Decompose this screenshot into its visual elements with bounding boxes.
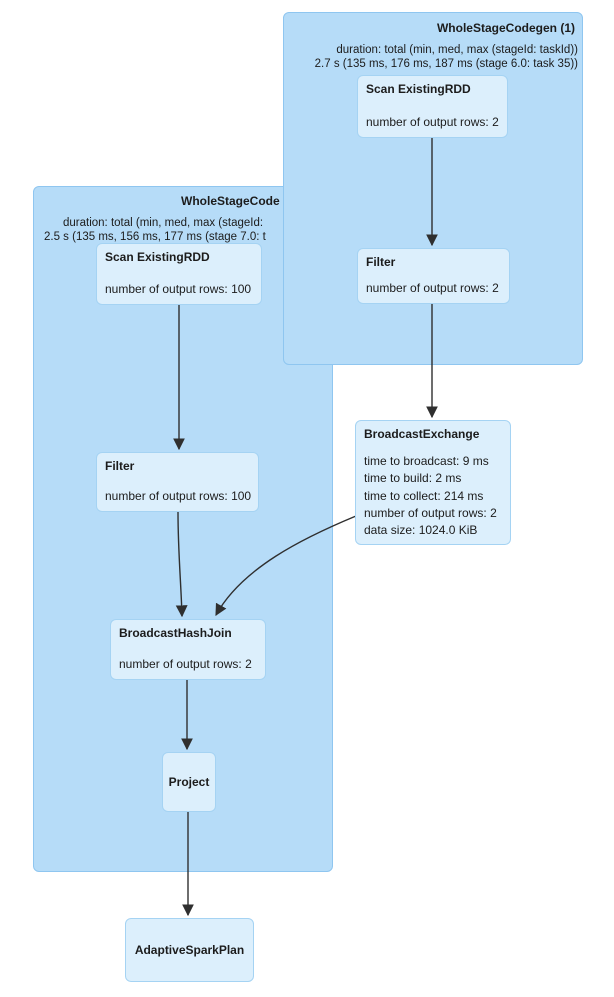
cluster-duration-value: 2.5 s (135 ms, 156 ms, 177 ms (stage 7.0: t [44,231,266,243]
node-title: Scan ExistingRDD [105,250,210,264]
node-filter-1[interactable] [357,248,510,304]
node-metric: number of output rows: 100 [105,489,252,503]
node-metric: data size: 1024.0 KiB [364,523,478,538]
node-metric: time to build: 2 ms [364,471,462,486]
node-metric: time to collect: 214 ms [364,488,484,503]
node-title: BroadcastHashJoin [119,626,232,640]
node-metrics [364,453,497,539]
node-adaptivesparkplan[interactable] [125,918,254,982]
node-metric: number of output rows: 2 [366,115,499,129]
cluster-duration-value: 2.7 s (135 ms, 176 ms, 187 ms (stage 6.0: task 35)) [314,58,578,70]
node-title: Filter [366,255,396,269]
node-metric: number of output rows: 100 [105,282,252,296]
node-broadcasthashjoin[interactable] [110,619,266,680]
cluster-duration-label: duration: total (min, med, max (stageId: [63,217,264,229]
node-metric: number of output rows: 2 [366,281,499,295]
cluster-title: WholeStageCodegen (1) [436,21,575,35]
node-title: Scan ExistingRDD [366,82,471,96]
node-filter-2[interactable] [96,452,259,512]
cluster-duration-label: duration: total (min, med, max (stageId: taskId)) [336,44,578,56]
node-title: AdaptiveSparkPlan [134,943,245,957]
node-scan-existingrdd-1[interactable] [357,75,508,138]
node-broadcastexchange[interactable] [355,420,511,545]
node-metric: time to broadcast: 9 ms [364,454,489,468]
node-title: BroadcastExchange [364,427,480,441]
node-project[interactable] [162,752,216,812]
node-scan-existingrdd-2[interactable] [96,243,262,305]
cluster-title: WholeStageCode [181,194,280,208]
node-metric: number of output rows: 2 [364,505,497,520]
node-title: Filter [105,459,135,473]
node-metric: number of output rows: 2 [119,657,252,671]
node-title: Project [168,775,210,789]
cluster-wholestagecodegen-1 [283,12,583,365]
